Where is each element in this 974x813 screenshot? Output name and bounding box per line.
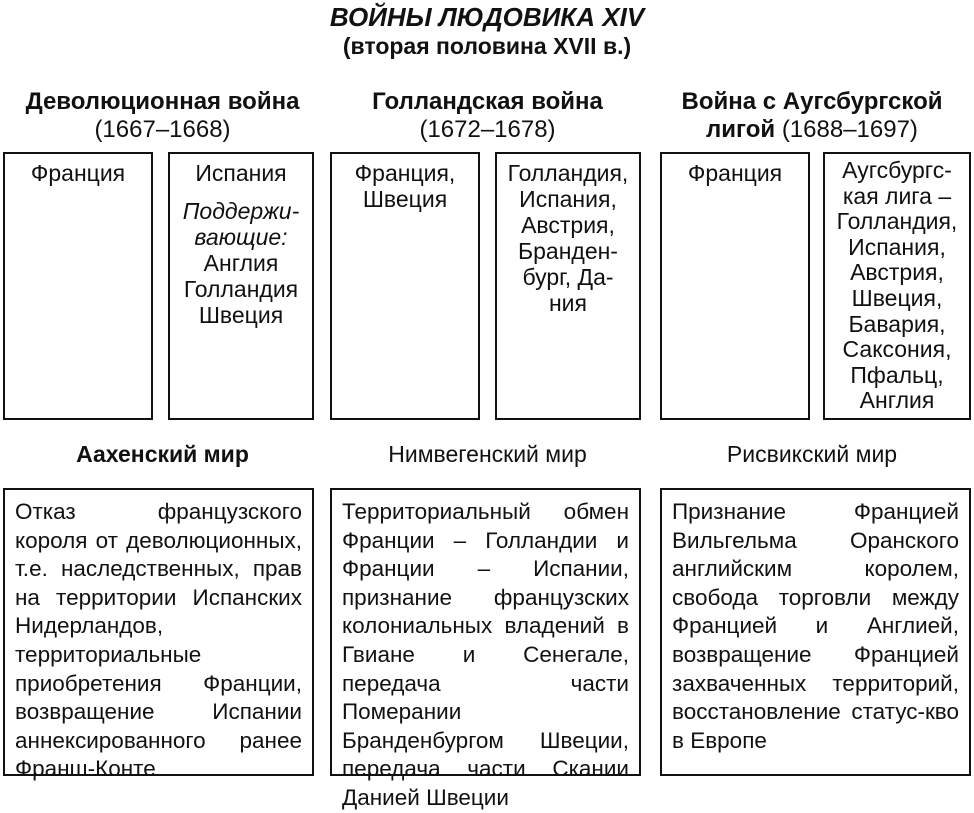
war-1-side-b xyxy=(168,152,314,420)
participant: Швеция xyxy=(362,186,448,212)
war-2-terms: Территориальный обмен Франции – Голландии и Франции – Испании, признание французских колониальных владений в Гвиане и Сенегале, передача части Померании Бранденбургом Швеции, передача части Скании Данией Швеции xyxy=(330,488,641,776)
supporter: Голландия xyxy=(183,276,299,302)
supporter: Швеция xyxy=(198,302,284,328)
participant: Австрия, xyxy=(521,212,615,238)
participant: Пфальц, xyxy=(850,361,944,388)
war-2-name: Голландская война xyxy=(372,88,603,115)
war-1-terms: Отказ французского короля от деволюционных, т.е. наследственных, прав на территории Испанских Нидерландов, территориальные приобретения Франции, возвращение Испании аннексированного ранее Франш-Конте xyxy=(3,488,314,776)
war-3-terms: Признание Францией Вильгельма Оранского английским королем, свобода торговли между Францией и Англией, возвращение Францией захваченных территорий, восстановление статус-кво в Европе xyxy=(660,488,971,776)
participant: Испания xyxy=(195,160,287,186)
participant: Саксония, xyxy=(842,336,952,363)
war-3-side-a xyxy=(660,152,810,420)
participant: Голландия, xyxy=(507,160,629,186)
participant: Англия xyxy=(859,387,935,414)
participant: Франция, xyxy=(354,160,456,186)
participant: Бавария, xyxy=(848,310,946,337)
participant: Швеция, xyxy=(851,284,943,311)
participant: Австрия, xyxy=(850,259,944,286)
war-1-peace: Аахенский мир xyxy=(76,441,249,467)
participant: Испания, xyxy=(519,186,617,212)
war-2-side-b xyxy=(495,152,641,420)
participant: бург, Да- xyxy=(522,264,614,290)
participant: Франция xyxy=(30,160,126,186)
war-1-name: Деволюционная война xyxy=(25,88,300,115)
war-2-side-a xyxy=(330,152,480,420)
participant: Франция xyxy=(687,160,783,186)
supporters-label: Поддержи- xyxy=(182,198,300,224)
war-3-peace: Рисвикский мир xyxy=(726,441,898,467)
participant: ния xyxy=(548,290,587,316)
war-2-years: (1672–1678) xyxy=(419,116,556,143)
participant: кая лига – xyxy=(842,182,952,209)
participant: Испания, xyxy=(848,233,946,260)
diagram-subtitle: (вторая половина XVII в.) xyxy=(342,33,632,59)
war-1-years: (1667–1668) xyxy=(94,116,231,143)
supporter: Англия xyxy=(203,250,279,276)
war-3-side-b xyxy=(823,152,971,420)
war-3-years-line xyxy=(650,116,974,144)
participant: Аугсбургс- xyxy=(842,157,952,183)
war-3-name: Война с Аугсбургской xyxy=(681,88,943,115)
war-3-years: (1688–1697) xyxy=(781,116,918,143)
war-2-peace: Нимвегенский мир xyxy=(388,441,587,467)
war-1-side-a xyxy=(3,152,153,420)
war-3-name-cont: лигой xyxy=(706,116,776,143)
participant: Бранден- xyxy=(518,238,618,264)
diagram-title: ВОЙНЫ ЛЮДОВИКА XIV xyxy=(329,2,645,32)
supporters-label-2: вающие: xyxy=(194,224,288,250)
participant: Голландия, xyxy=(836,208,958,235)
